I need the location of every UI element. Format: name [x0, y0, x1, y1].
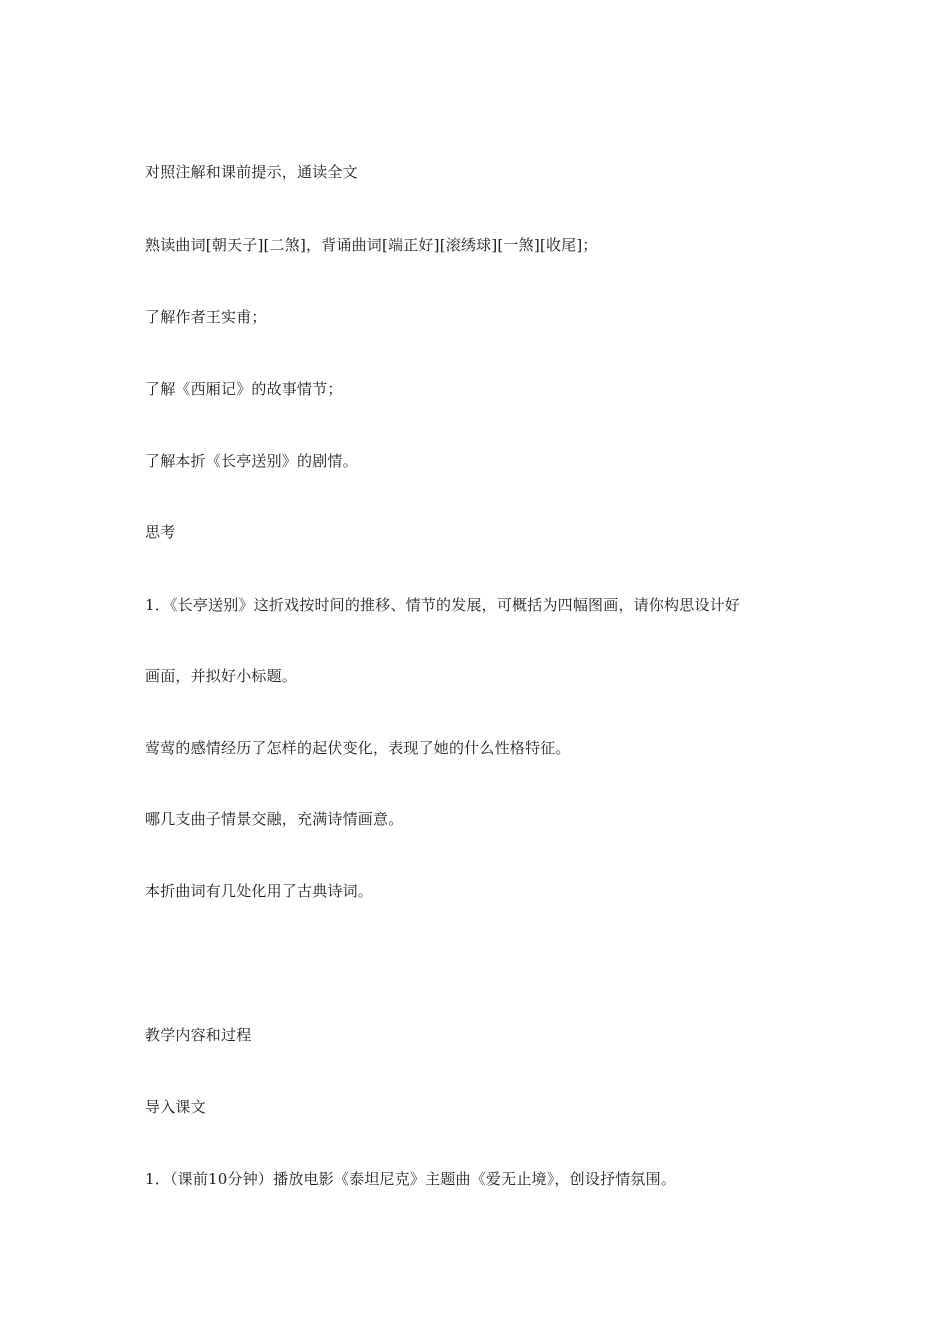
- text-line-intro-step-1: 1．（课前10分钟）播放电影《泰坦尼克》主题曲《爱无止境》，创设抒情氛围。: [145, 1170, 677, 1188]
- text-line-question-3: 哪几支曲子情景交融，充满诗情画意。: [145, 810, 404, 828]
- text-line-story: 了解《西厢记》的故事情节；: [145, 380, 343, 398]
- text-line-question-4: 本折曲词有几处化用了古典诗词。: [145, 882, 374, 900]
- text-line-plot: 了解本折《长亭送别》的剧情。: [145, 452, 358, 470]
- section-heading-teaching: 教学内容和过程: [145, 1026, 252, 1044]
- text-line-question-1: 1．《长亭送别》这折戏按时间的推移、情节的发展，可概括为四幅图画，请你构思设计好: [145, 596, 741, 614]
- text-line-question-1-cont: 画面，并拟好小标题。: [145, 667, 298, 685]
- text-line-preview-instruction: 对照注解和课前提示，通读全文: [145, 163, 358, 181]
- text-line-question-2: 莺莺的感情经历了怎样的起伏变化，表现了她的什么性格特征。: [145, 739, 571, 757]
- text-line-recite-lyrics: 熟读曲词[朝天子][二煞]，背诵曲词[端正好][滚绣球][一煞][收尾]；: [145, 236, 598, 254]
- section-heading-think: 思考: [145, 523, 176, 541]
- section-heading-introduction: 导入课文: [145, 1098, 206, 1116]
- text-line-author: 了解作者王实甫；: [145, 308, 267, 326]
